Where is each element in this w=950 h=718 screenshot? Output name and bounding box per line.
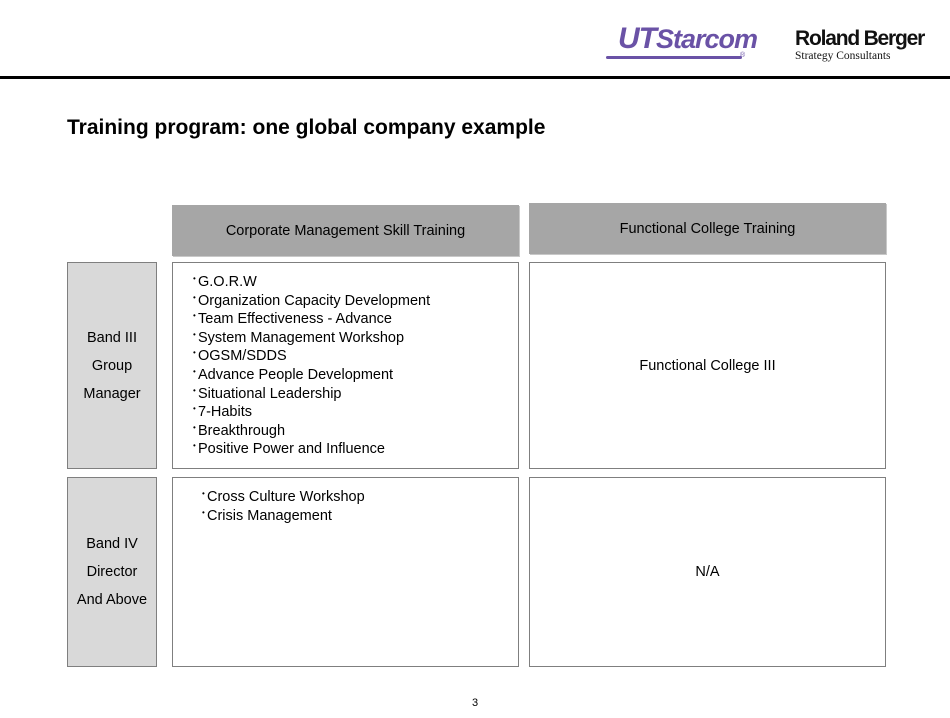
utstarcom-logo-text: UTStarcom bbox=[618, 22, 758, 55]
header-divider bbox=[0, 76, 950, 79]
cell-band-iii-functional bbox=[529, 262, 886, 469]
column-header-corporate bbox=[172, 205, 519, 256]
list-item: • Breakthrough bbox=[193, 422, 430, 441]
cell-band-iii-corporate bbox=[172, 262, 519, 469]
row-label-line: Band IV bbox=[86, 536, 138, 552]
roland-berger-logo bbox=[795, 28, 925, 68]
row-label-line: And Above bbox=[76, 592, 148, 608]
row-label-line: Manager bbox=[83, 385, 141, 402]
list-item: • Crisis Management bbox=[202, 507, 365, 526]
list-item: • Organization Capacity Development bbox=[193, 292, 430, 311]
utstarcom-logo bbox=[606, 22, 758, 64]
utstarcom-swoosh bbox=[606, 56, 742, 59]
row-label-line: Director bbox=[86, 564, 138, 580]
list-item: • Advance People Development bbox=[193, 366, 430, 385]
cell-text: Functional College III bbox=[639, 357, 776, 374]
list-item: • OGSM/SDDS bbox=[193, 347, 430, 366]
page-title: Training program: one global company example bbox=[67, 116, 546, 139]
list-item: • Situational Leadership bbox=[193, 385, 430, 404]
row-label-line: Group bbox=[91, 357, 133, 374]
bullet-list-band-iii bbox=[193, 273, 430, 459]
column-header-functional-label: Functional College Training bbox=[619, 220, 796, 237]
column-header-corporate-label: Corporate Management Skill Training bbox=[225, 222, 466, 239]
cell-band-iv-corporate bbox=[172, 477, 519, 667]
column-header-functional bbox=[529, 203, 886, 254]
row-label-band-iv bbox=[67, 477, 157, 667]
list-item: • System Management Workshop bbox=[193, 329, 430, 348]
roland-berger-name: Roland Berger bbox=[795, 27, 925, 50]
page-number: 3 bbox=[471, 697, 479, 709]
utstarcom-registered-mark: ® bbox=[740, 52, 746, 59]
cell-band-iv-functional bbox=[529, 477, 886, 667]
list-item: • Team Effectiveness - Advance bbox=[193, 310, 430, 329]
cell-text: N/A bbox=[695, 564, 720, 580]
list-item: • G.O.R.W bbox=[193, 273, 430, 292]
roland-berger-subtitle: Strategy Consultants bbox=[795, 50, 891, 62]
row-label-line: Band III bbox=[87, 329, 137, 346]
list-item: • Cross Culture Workshop bbox=[202, 488, 365, 507]
list-item: • 7-Habits bbox=[193, 403, 430, 422]
row-label-band-iii bbox=[67, 262, 157, 469]
bullet-list-band-iv bbox=[202, 488, 365, 525]
list-item: • Positive Power and Influence bbox=[193, 440, 430, 459]
